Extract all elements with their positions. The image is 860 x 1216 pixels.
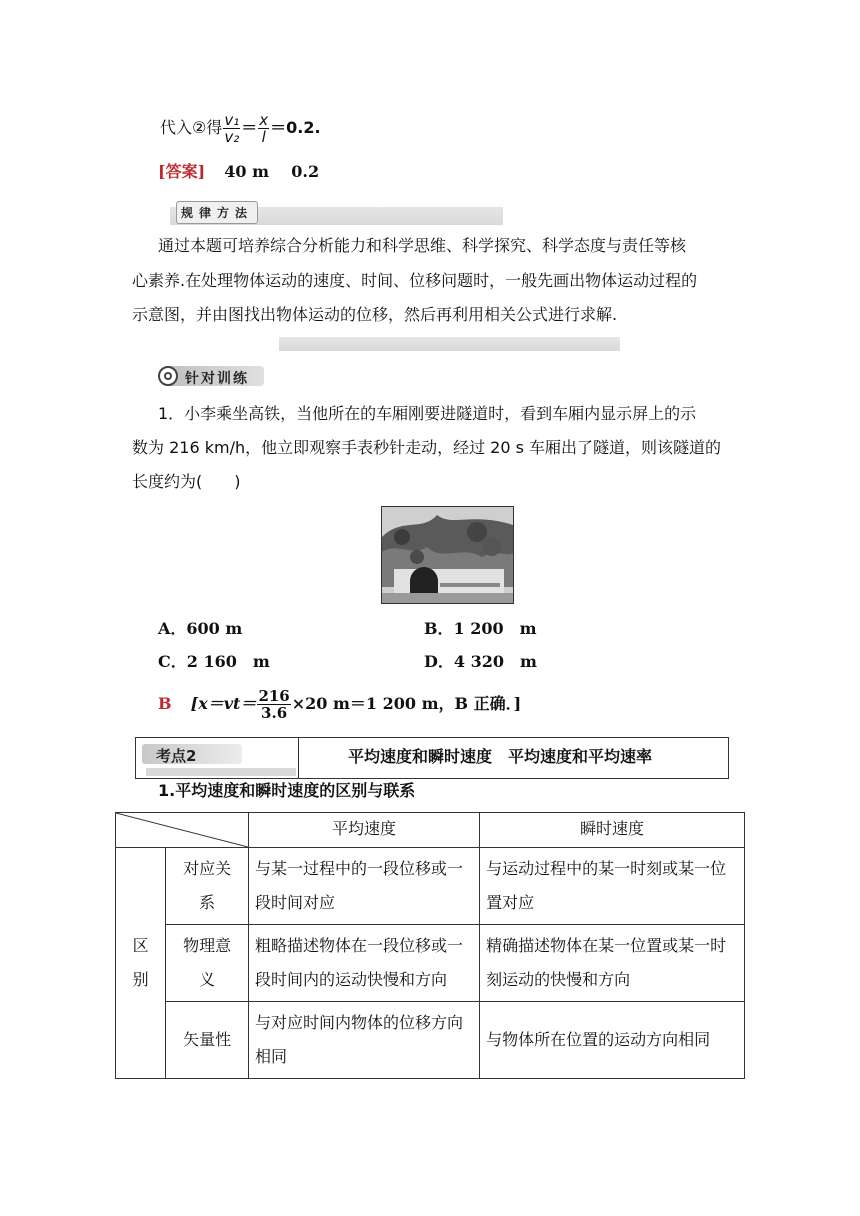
row-average: 与对应时间内物体的位移方向相同 <box>249 1002 480 1079</box>
table-corner-cell <box>116 813 249 848</box>
diagonal-line <box>116 813 248 847</box>
table-row <box>116 1002 745 1079</box>
solution-suffix: ×20 m＝1 200 m，B 正确．] <box>291 694 522 713</box>
row-instant: 精确描述物体在某一位置或某一时刻运动的快慢和方向 <box>480 925 745 1002</box>
group-label-top: 区 <box>132 936 149 955</box>
method-badge-text: 规律方法 <box>176 201 258 224</box>
group-label-bottom: 别 <box>132 970 149 989</box>
ratio-v1-v2 <box>223 112 240 145</box>
substitution-prefix: 代入②得 <box>160 118 223 137</box>
method-text-2: 心素养.在处理物体运动的速度、时间、位移问题时，一般先画出物体运动过程的 <box>132 271 698 290</box>
method-divider-bar <box>279 337 620 351</box>
header-average-velocity: 平均速度 <box>249 813 480 848</box>
question-line-3: 长度约为( ) <box>132 472 241 491</box>
solution-fraction <box>257 688 290 721</box>
substitution-line: 代入②得 $\frac{\text{v₁}}{\text{v₂}}$ ＝ $\frac{x}{l}$ ＝0.2. <box>160 111 321 146</box>
table-row <box>116 925 745 1002</box>
kaodian-box <box>135 737 729 779</box>
comparison-table <box>115 812 745 1079</box>
row-name-line1: 对应关 <box>183 859 232 878</box>
row-name-line1: 矢量性 <box>183 1030 232 1049</box>
group-label <box>116 848 166 1079</box>
table-row <box>116 848 745 925</box>
training-badge-text: 针对训练 <box>185 371 249 387</box>
option-a: A．600 m <box>158 619 243 638</box>
row-average: 粗略描述物体在一段位移或一段时间内的运动快慢和方向 <box>249 925 480 1002</box>
option-c: C．2 160 m <box>158 652 270 671</box>
solution-line <box>158 688 521 721</box>
answer-line <box>158 162 319 182</box>
question-line-2: 数为 216 km/h，他立即观察手表秒针走动，经过 20 s 车厢出了隧道，则该隧道的 <box>132 438 722 457</box>
ratio-x-l <box>258 112 269 145</box>
option-d: D．4 320 m <box>424 652 537 671</box>
table-header-row <box>116 813 745 848</box>
row-name <box>166 925 249 1002</box>
method-text-1: 通过本题可培养综合分析能力和科学思维、科学探究、科学态度与责任等核 <box>158 236 687 255</box>
section-title: 1.平均速度和瞬时速度的区别与联系 <box>158 781 416 800</box>
row-average: 与某一过程中的一段位移或一段时间对应 <box>249 848 480 925</box>
solution-denominator: 3.6 <box>261 704 288 722</box>
ratio-x: x <box>259 111 269 129</box>
kaodian-label-cell <box>136 738 299 778</box>
header-instant-velocity: 瞬时速度 <box>480 813 745 848</box>
row-name <box>166 848 249 925</box>
kaodian-title: 平均速度和瞬时速度 平均速度和平均速率 <box>348 747 653 766</box>
solution-numerator: 216 <box>258 687 290 705</box>
target-icon <box>158 366 178 386</box>
option-b: B．1 200 m <box>424 619 537 638</box>
kaodian-label: 考点2 <box>156 747 197 765</box>
solution-letter: B <box>158 694 172 713</box>
row-name-line2: 义 <box>199 970 216 989</box>
row-instant: 与物体所在位置的运动方向相同 <box>480 1002 745 1079</box>
question-line-1: 1．小李乘坐高铁，当他所在的车厢刚要进隧道时，看到车厢内显示屏上的示 <box>158 404 697 423</box>
solution-prefix: [x＝vt＝ <box>190 694 257 713</box>
row-name <box>166 1002 249 1079</box>
ratio-l: l <box>261 128 266 146</box>
answer-label: [答案] <box>158 162 206 181</box>
ratio-numerator: v₁ <box>224 111 240 129</box>
row-name-line1: 物理意 <box>183 936 232 955</box>
row-instant: 与运动过程中的某一时刻或某一位置对应 <box>480 848 745 925</box>
result-value: ＝0.2. <box>270 118 321 137</box>
tunnel-photo <box>381 506 514 604</box>
ratio-denominator: v₂ <box>224 128 240 146</box>
row-name-line2: 系 <box>199 893 216 912</box>
method-badge <box>176 201 258 224</box>
answer-values: 40 m 0.2 <box>224 162 320 181</box>
method-text-3: 示意图，并由图找出物体运动的位移，然后再利用相关公式进行求解. <box>132 305 618 324</box>
